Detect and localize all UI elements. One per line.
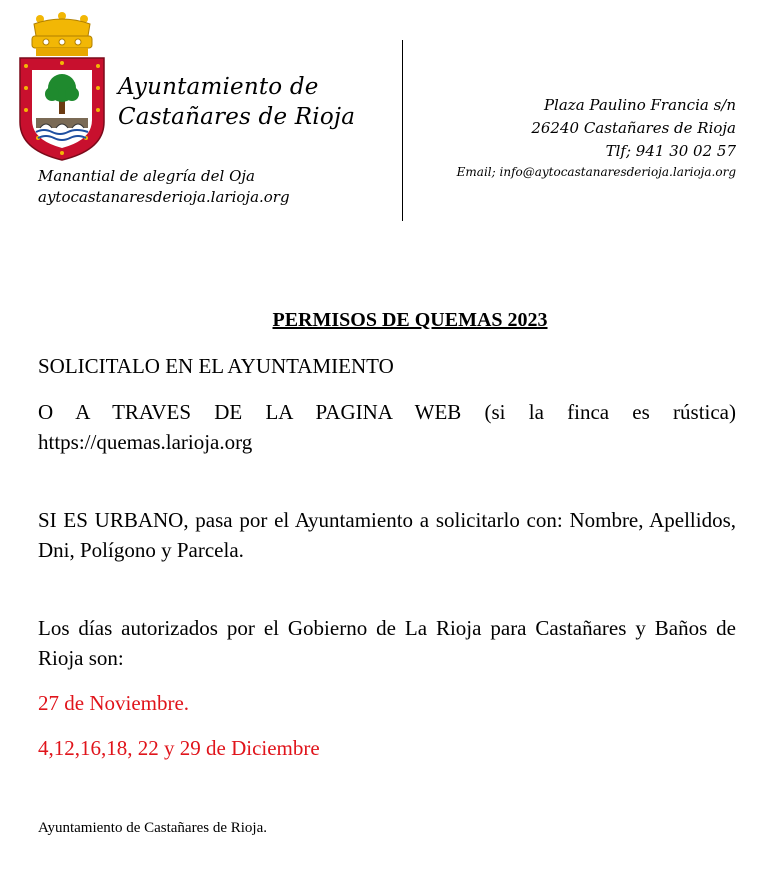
paragraph-authorized-days: Los días autorizados por el Gobierno de La Rioja para Castañares y Baños de Rioja son: xyxy=(38,616,736,670)
org-name-line2: Castañares de Rioja xyxy=(118,104,356,130)
phone: Tlf; 941 30 02 57 xyxy=(605,142,736,160)
email-row xyxy=(457,163,736,181)
website-link[interactable]: aytocastanaresderioja.larioja.org xyxy=(38,188,290,206)
email-link[interactable]: info@aytocastanaresderioja.larioja.org xyxy=(499,165,736,179)
crown-icon xyxy=(32,12,92,56)
paragraph-urban: SI ES URBANO, pasa por el Ayuntamiento a solicitarlo con: Nombre, Apellidos, Dni, Polígono y Parcela. xyxy=(38,508,736,562)
paragraph-request: SOLICITALO EN EL AYUNTAMIENTO xyxy=(38,354,394,378)
address-line1: Plaza Paulino Francia s/n xyxy=(543,96,736,114)
motto: Manantial de alegría del Oja xyxy=(38,167,255,185)
date-november: 27 de Noviembre. xyxy=(38,691,190,715)
paragraph-web: O A TRAVES DE LA PAGINA WEB (si la finca es rústica) https://quemas.larioja.org xyxy=(38,400,736,454)
address-line2: 26240 Castañares de Rioja xyxy=(531,119,736,137)
coat-of-arms-logo xyxy=(18,10,106,162)
document-title: PERMISOS DE QUEMAS 2023 xyxy=(272,309,548,331)
organization-name xyxy=(118,72,355,132)
contact-block xyxy=(457,94,736,181)
org-name-line1: Ayuntamiento de xyxy=(118,74,319,100)
email-label: Email; xyxy=(456,165,496,179)
date-december: 4,12,16,18, 22 y 29 de Diciembre xyxy=(38,736,320,760)
footer-signature: Ayuntamiento de Castañares de Rioja. xyxy=(38,820,267,836)
header-divider xyxy=(402,40,403,221)
motto-block xyxy=(38,166,290,208)
